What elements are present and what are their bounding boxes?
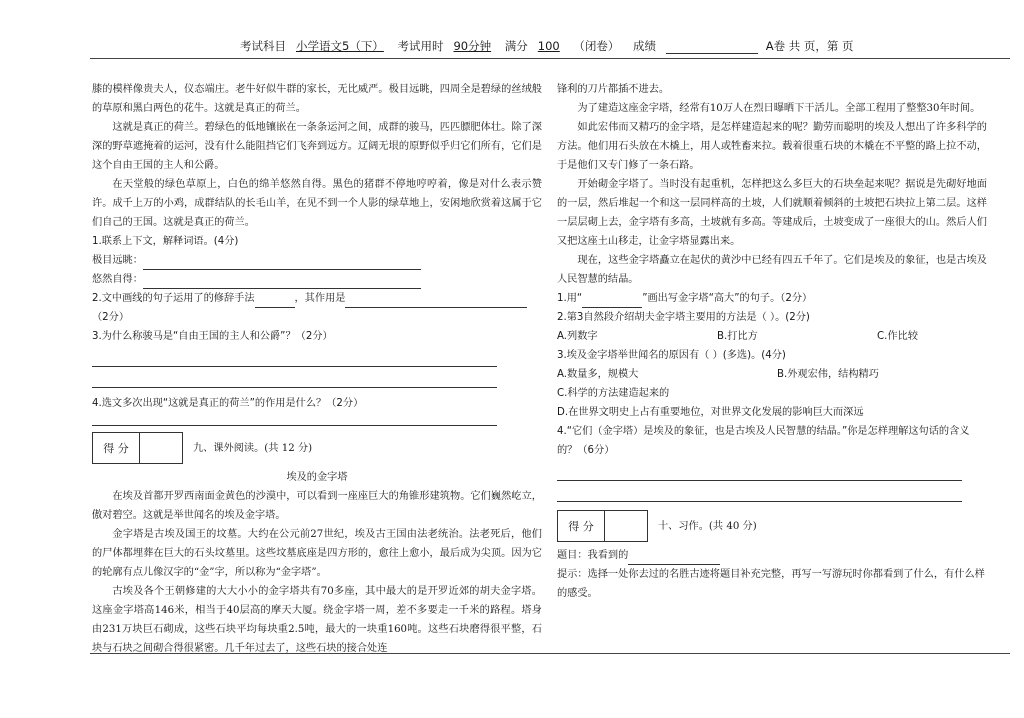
subject-value: 小学语文5（下） [296,39,384,53]
right-question-1-a: 1.用“ [557,293,583,304]
answer-line[interactable] [143,274,421,289]
passage-paragraph: 开始砌金字塔了。当时没有起重机，怎样把这么多巨大的石块垒起来呢？据说是先砌好地面的一层，然后堆起一个和这一层同样高的土坡，人们就顺着倾斜的土坡把石块拉上第二层。这样一层层砌上去，金字塔有多高，土坡就有多高。等建成后，土坡变成了一座很大的山。然后人们又把这座土山移走，让金字塔显露出来。 [557,179,987,247]
right-question-4: 4.“它们（金字塔）是埃及的象征，也是古埃及人民智慧的结晶。”你是怎样理解这句话的含义的？（6分） [557,426,970,456]
option-a[interactable]: A.数量多，规模大 [557,369,639,380]
footer-divider [90,653,1010,654]
right-question-3: 3.埃及金字塔举世闻名的原因有（ ）(多选)。(4分) [557,350,786,361]
full-label: 满分 [504,39,528,53]
right-question-1-b: ”画出写金字塔“高大”的句子。（2分） [642,293,813,304]
passage-paragraph: 如此宏伟而又精巧的金字塔，是怎样建造起来的呢？勤劳而聪明的埃及人想出了许多科学的方法。他们用石头放在木橇上，用人或牲畜来拉。载着很重石块的木橇在不平整的路上拉不动，于是他们又专门修了一条石路。 [557,122,987,171]
question-1: 1.联系上下文，解释词语。(4分) [92,236,239,247]
question-2-text-b: ，其作用是 [294,293,346,304]
passage-paragraph: 在天堂般的绿色草原上，白色的绵羊悠然自得。黑色的猪群不停地哼哼着，像是对什么表示赞许。成千上万的小鸡，成群结队的长毛山羊，在见不到一个人影的绿草地上，安闲地欣赏着这属于它们自己的王国。这就是真正的荷兰。 [92,179,542,228]
answer-blank[interactable] [255,293,295,308]
passage-paragraph: 膝的模样像贵夫人，仪态端庄。老牛好似牛群的家长，无比威严。极目远眺，四周全是碧绿的丝绒般的草原和黑白两色的花牛。这就是真正的荷兰。 [92,84,542,114]
section-9-title: 九、课外阅读。(共 12 分) [193,442,313,454]
passage-paragraph: 锋利的刀片都插不进去。 [557,84,670,95]
passage-paragraph: 在埃及首都开罗西南面金黄色的沙漠中，可以看到一座座巨大的角锥形建筑物。它们巍然屹立，傲对碧空。这就是举世闻名的埃及金字塔。 [92,491,542,521]
passage-paragraph: 金字塔是古埃及国王的坟墓。大约在公元前27世纪，埃及古王国由法老统治。法老死后，他们的尸体都埋葬在巨大的石头坟墓里。这些坟墓底座是四方形的，愈往上愈小，最后成为尖顶。因为它的轮廓有点儿像汉字的“金”字，所以称为“金字塔”。 [92,529,542,578]
right-question-2-options [557,327,987,346]
passage-title: 埃及的金字塔 [286,472,348,483]
score-table [92,432,183,464]
option-b[interactable]: B.打比方 [717,331,758,342]
passage-paragraph: 为了建造这座金字塔，经常有10万人在烈日曝晒下干活儿。全部工程用了整整30年时间。 [577,103,981,114]
question-2-score: （2分） [92,312,130,323]
option-a[interactable]: A.列数字 [557,331,598,342]
right-column [557,80,987,603]
header-divider [90,58,1010,59]
question-2-text-a: 2.文中画线的句子运用了的修辞手法 [92,293,255,304]
right-question-1 [557,289,987,308]
score-box-blank[interactable] [605,511,648,542]
subject-label: 考试科目 [240,39,286,53]
score-box-label: 得 分 [93,433,140,464]
paper-info: A卷 共 页，第 页 [765,39,854,53]
score-box-label: 得 分 [558,511,605,542]
time-value: 90分钟 [453,39,492,53]
essay-topic-label: 题目：我看到的 [557,550,629,561]
answer-blank[interactable] [582,295,642,308]
exam-header [240,38,864,54]
score-box-section-10 [557,510,987,542]
question-1b [92,270,542,289]
option-d[interactable]: D.在世界文明史上占有重要地位，对世界文化发展的影响巨大而深远 [557,407,864,418]
question-2 [92,289,542,308]
option-c[interactable]: C.科学的方法建造起来的 [557,388,670,399]
section-10-title: 十、习作。(共 40 分) [658,520,757,532]
right-question-3-options-ab [557,365,987,384]
option-c[interactable]: C.作比较 [877,331,918,342]
passage-paragraph: 这就是真正的荷兰。碧绿色的低地镶嵌在一条条运河之间，成群的骏马，匹匹膘肥体壮。除了深深的野草遮掩着的运河，没有什么能阻挡它们飞奔到远方。辽阔无垠的原野似乎归它们所有，它们是这个自由王国的主人和公爵。 [92,122,542,171]
left-column [92,80,542,658]
question-1b-label: 悠然自得： [92,274,143,285]
time-label: 考试用时 [397,39,444,53]
answer-line[interactable] [92,413,497,426]
score-label: 成绩 [633,39,657,53]
question-1a-label: 极目远眺： [92,255,143,266]
score-table [557,510,648,542]
score-box-blank[interactable] [140,433,183,464]
question-4: 4.选文多次出现“这就是真正的荷兰”的作用是什么？（2分） [92,398,364,409]
essay-topic-blank[interactable] [628,552,720,565]
full-value: 100 [537,39,560,53]
answer-line[interactable] [92,346,497,367]
score-blank[interactable] [666,41,758,54]
score-box-section-9 [92,432,542,464]
answer-line[interactable] [557,460,962,481]
closed-label: （闭卷） [573,39,620,53]
passage-paragraph: 现在，这些金字塔矗立在起伏的黄沙中已经有四五千年了。它们是埃及的象征，也是古埃及人民智慧的结晶。 [557,255,987,285]
right-question-2: 2.第3自然段介绍胡夫金字塔主要用的方法是（ ）。(2分) [557,312,810,323]
essay-topic [557,546,987,565]
option-b[interactable]: B.外观宏伟，结构精巧 [777,369,879,380]
answer-line[interactable] [557,481,962,502]
answer-line[interactable] [143,255,421,270]
answer-line[interactable] [345,293,527,308]
essay-hint: 提示：选择一处你去过的名胜古迹将题目补充完整，再写一写游玩时你都看到了什么，有什么样的感受。 [557,569,985,599]
question-3: 3.为什么称骏马是“自由王国的主人和公爵”？（2分） [92,331,333,342]
passage-paragraph: 古埃及各个王朝修建的大大小小的金字塔共有70多座，其中最大的是开罗近郊的胡夫金字塔。这座金字塔高146米，相当于40层高的摩天大厦。绕金字塔一周，差不多要走一千米的路程。塔身由231万块巨石砌成，这些石块平均每块重2.5吨，最大的一块重160吨。这些石块磨得很平整，石块与石块之间砌合得很紧密。几千年过去了，这些石块的接合处连 [92,586,542,654]
answer-line[interactable] [92,367,497,388]
question-1a [92,251,542,270]
